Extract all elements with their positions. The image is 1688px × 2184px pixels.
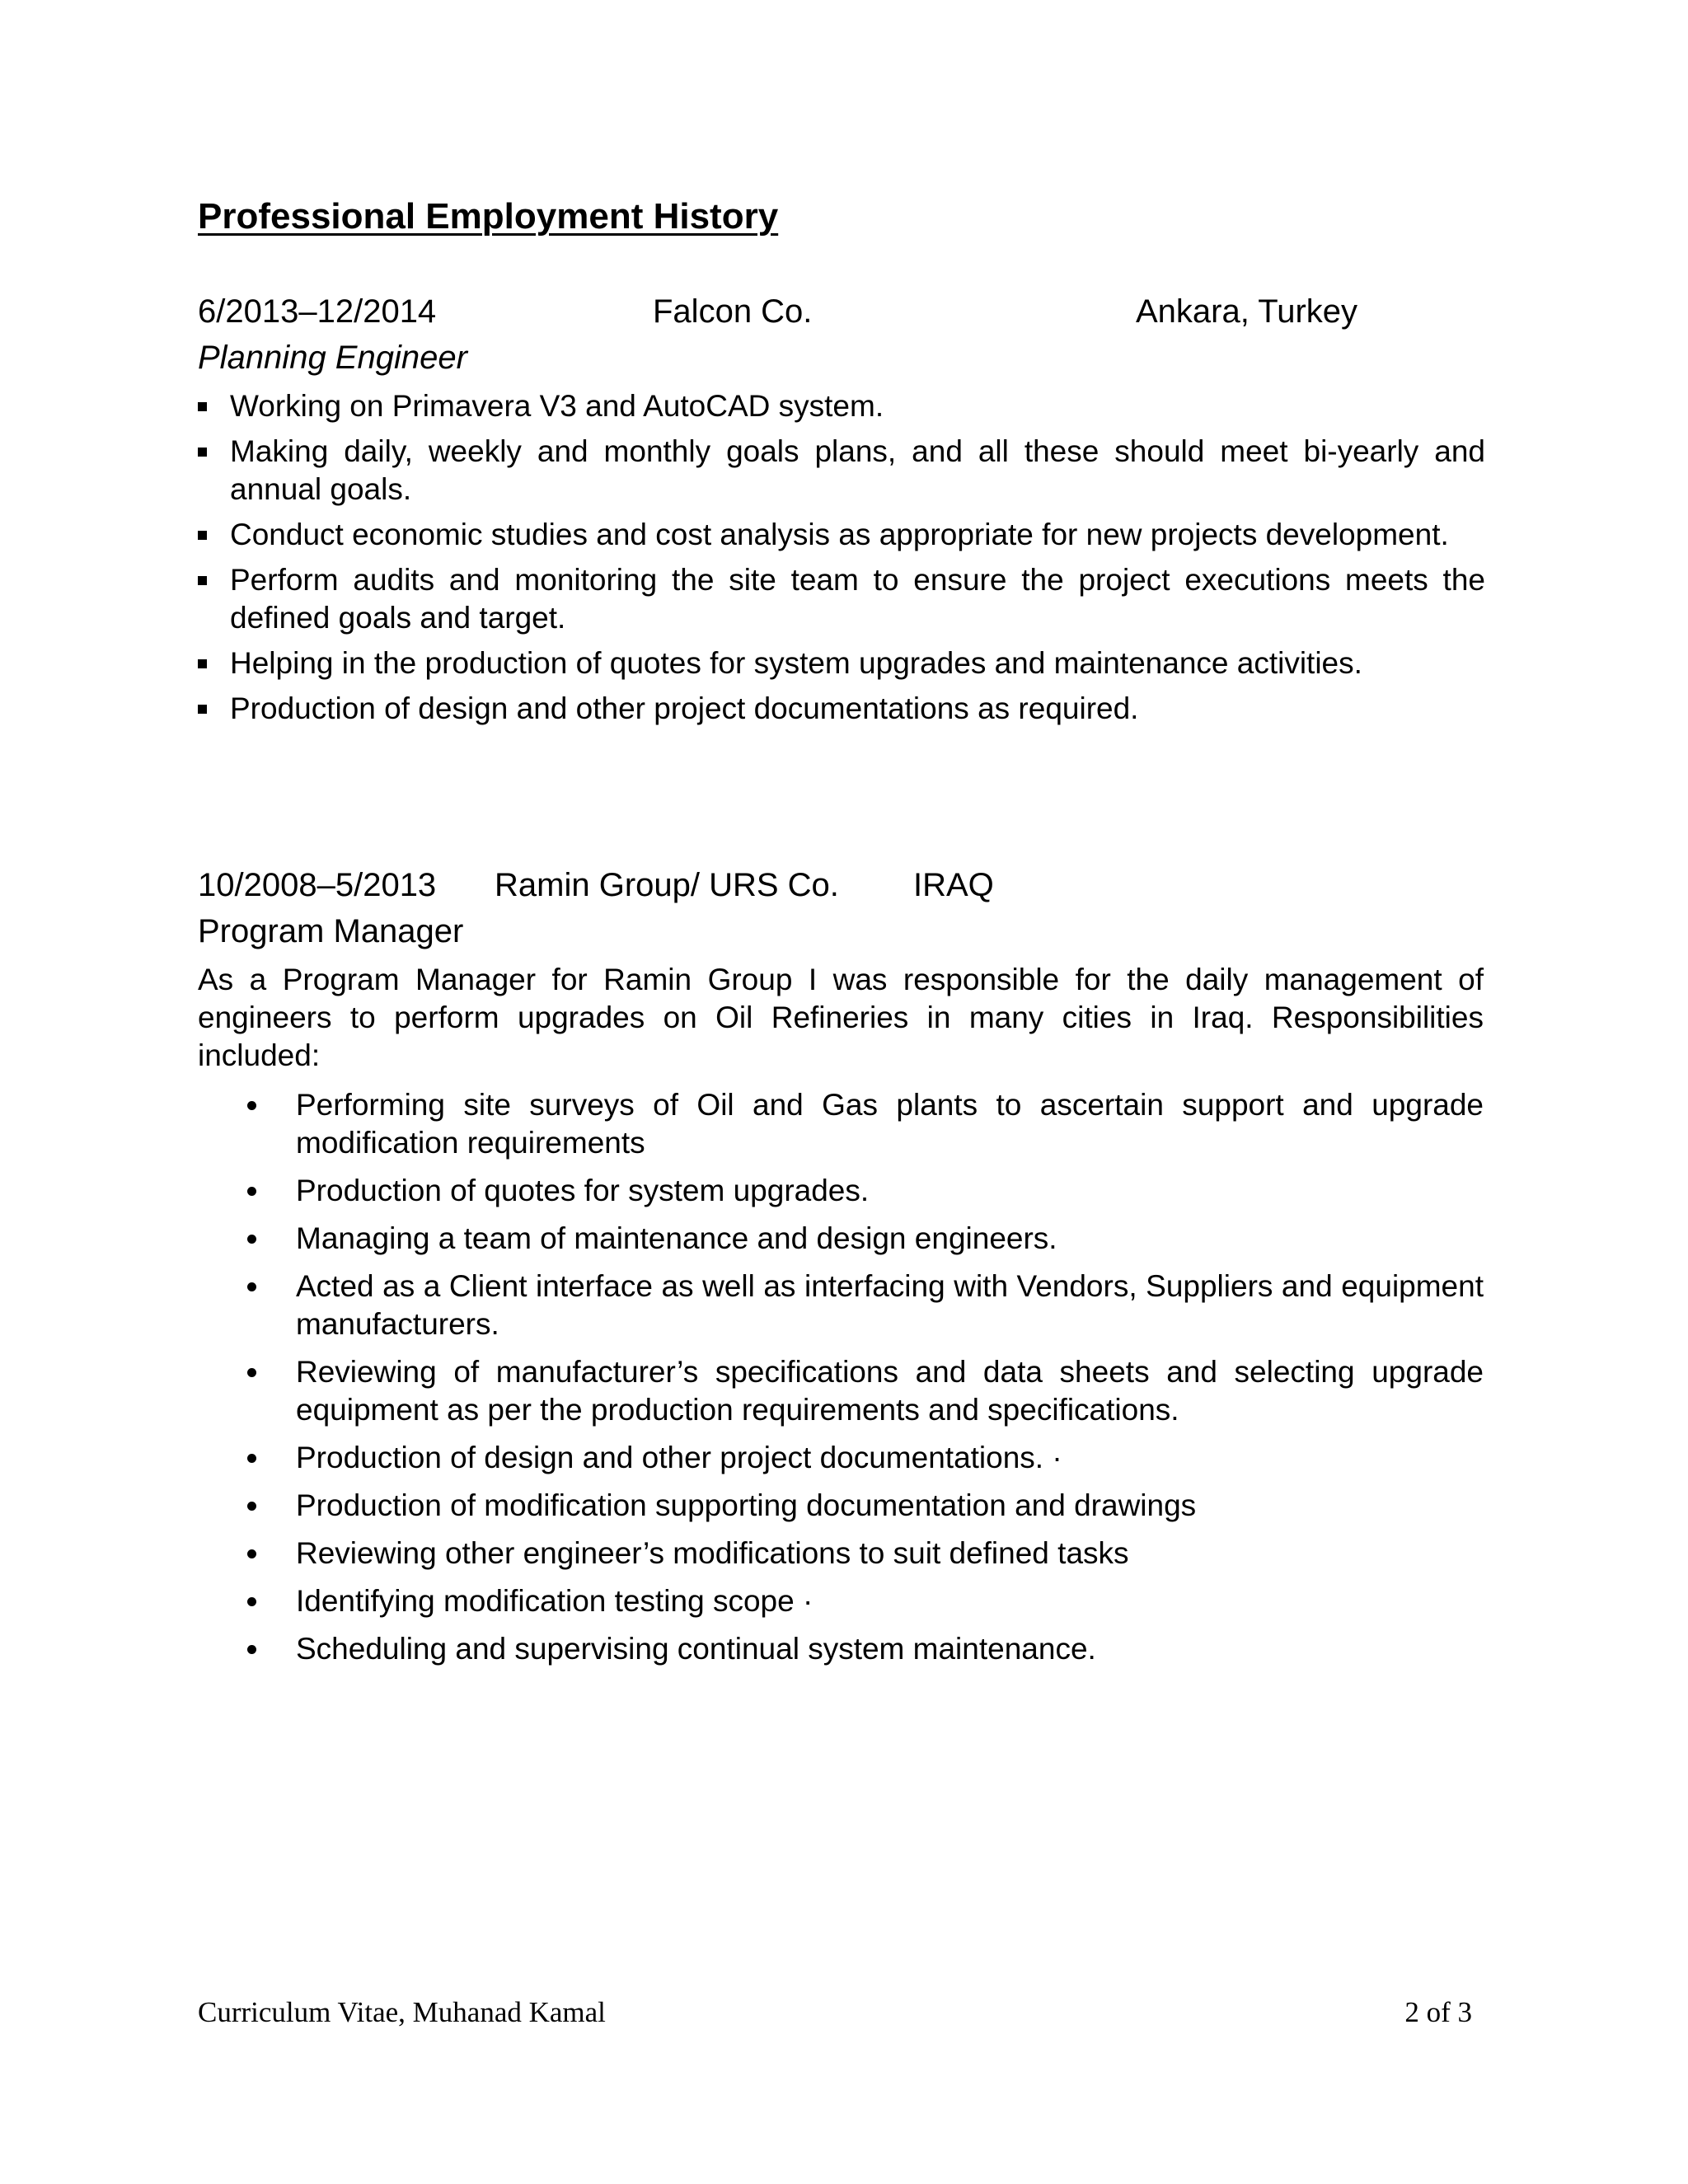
job1-location: Ankara, Turkey [1136, 293, 1358, 330]
square-bullet-icon [198, 576, 207, 585]
job2-summary: As a Program Manager for Ramin Group I was responsible for the daily management of engineers to perform upgrades on Oil Refineries in many cities in Iraq. Responsibilities included: [198, 963, 1484, 1072]
round-bullet-icon [247, 1368, 256, 1377]
list-item [198, 1535, 1484, 1572]
list-item-text: Conduct economic studies and cost analysis as appropriate for new projects development. [230, 518, 1449, 551]
round-bullet-icon [247, 1597, 256, 1606]
square-bullet-icon [198, 402, 207, 411]
list-item-text: Production of design and other project documentations. · [296, 1441, 1062, 1474]
job2-dates: 10/2008–5/2013 [198, 867, 437, 903]
footer-document-name: Curriculum Vitae, Muhanad Kamal [198, 1996, 606, 2028]
square-bullet-icon [198, 705, 207, 714]
round-bullet-icon [247, 1101, 256, 1110]
list-item [198, 516, 1485, 554]
list-item-text: Helping in the production of quotes for system upgrades and maintenance activities. [230, 646, 1362, 680]
list-item [198, 1582, 1484, 1620]
job1-title: Planning Engineer [198, 340, 467, 376]
round-bullet-icon [247, 1645, 256, 1654]
list-item-text: Production of modification supporting documentation and drawings [296, 1488, 1197, 1522]
list-item [198, 387, 1485, 425]
job1-company: Falcon Co. [653, 293, 813, 330]
list-item-text: Identifying modification testing scope · [296, 1584, 814, 1618]
list-item [198, 1172, 1484, 1210]
job1-dates: 6/2013–12/2014 [198, 293, 437, 330]
list-item-text: Production of quotes for system upgrades. [296, 1174, 870, 1207]
list-item [198, 1439, 1484, 1477]
square-bullet-icon [198, 659, 207, 668]
list-item-text: Working on Primavera V3 and AutoCAD system. [230, 389, 884, 423]
list-item-text: Performing site surveys of Oil and Gas plants to ascertain support and upgrade modification requirements [296, 1088, 1484, 1160]
list-item-text: Reviewing other engineer’s modifications to suit defined tasks [296, 1536, 1129, 1570]
round-bullet-icon [247, 1282, 256, 1291]
list-item [198, 1630, 1484, 1668]
job2-company: Ramin Group/ URS Co. [495, 867, 839, 903]
round-bullet-icon [247, 1187, 256, 1196]
job2-bullet-list [198, 1086, 1484, 1678]
list-item [198, 1487, 1484, 1525]
round-bullet-icon [247, 1454, 256, 1463]
square-bullet-icon [198, 448, 207, 457]
square-bullet-icon [198, 531, 207, 540]
list-item-text: Scheduling and supervising continual system maintenance. [296, 1632, 1096, 1666]
list-item-text: Acted as a Client interface as well as interfacing with Vendors, Suppliers and equipment manufacturers. [296, 1269, 1484, 1341]
list-item-text: Production of design and other project documentations as required. [230, 691, 1139, 725]
round-bullet-icon [247, 1502, 256, 1511]
round-bullet-icon [247, 1549, 256, 1558]
list-item [198, 1220, 1484, 1258]
list-item [198, 433, 1485, 509]
section-title: Professional Employment History [198, 196, 779, 237]
list-item-text: Perform audits and monitoring the site team to ensure the project executions meets the defined goals and target. [230, 563, 1485, 635]
list-item [198, 690, 1485, 728]
job2-title: Program Manager [198, 913, 464, 949]
list-item-text: Reviewing of manufacturer’s specifications and data sheets and selecting upgrade equipment as per the production requirements and specifications. [296, 1355, 1484, 1427]
list-item [198, 1268, 1484, 1343]
list-item-text: Managing a team of maintenance and design engineers. [296, 1221, 1057, 1255]
list-item [198, 561, 1485, 637]
job1-bullet-list [198, 387, 1485, 735]
footer-page-number: 2 of 3 [1404, 1996, 1472, 2028]
job2-location: IRAQ [913, 867, 994, 903]
list-item [198, 1353, 1484, 1429]
list-item [198, 1086, 1484, 1162]
list-item-text: Making daily, weekly and monthly goals plans, and all these should meet bi-yearly and annual goals. [230, 434, 1485, 506]
list-item [198, 644, 1485, 682]
round-bullet-icon [247, 1235, 256, 1244]
